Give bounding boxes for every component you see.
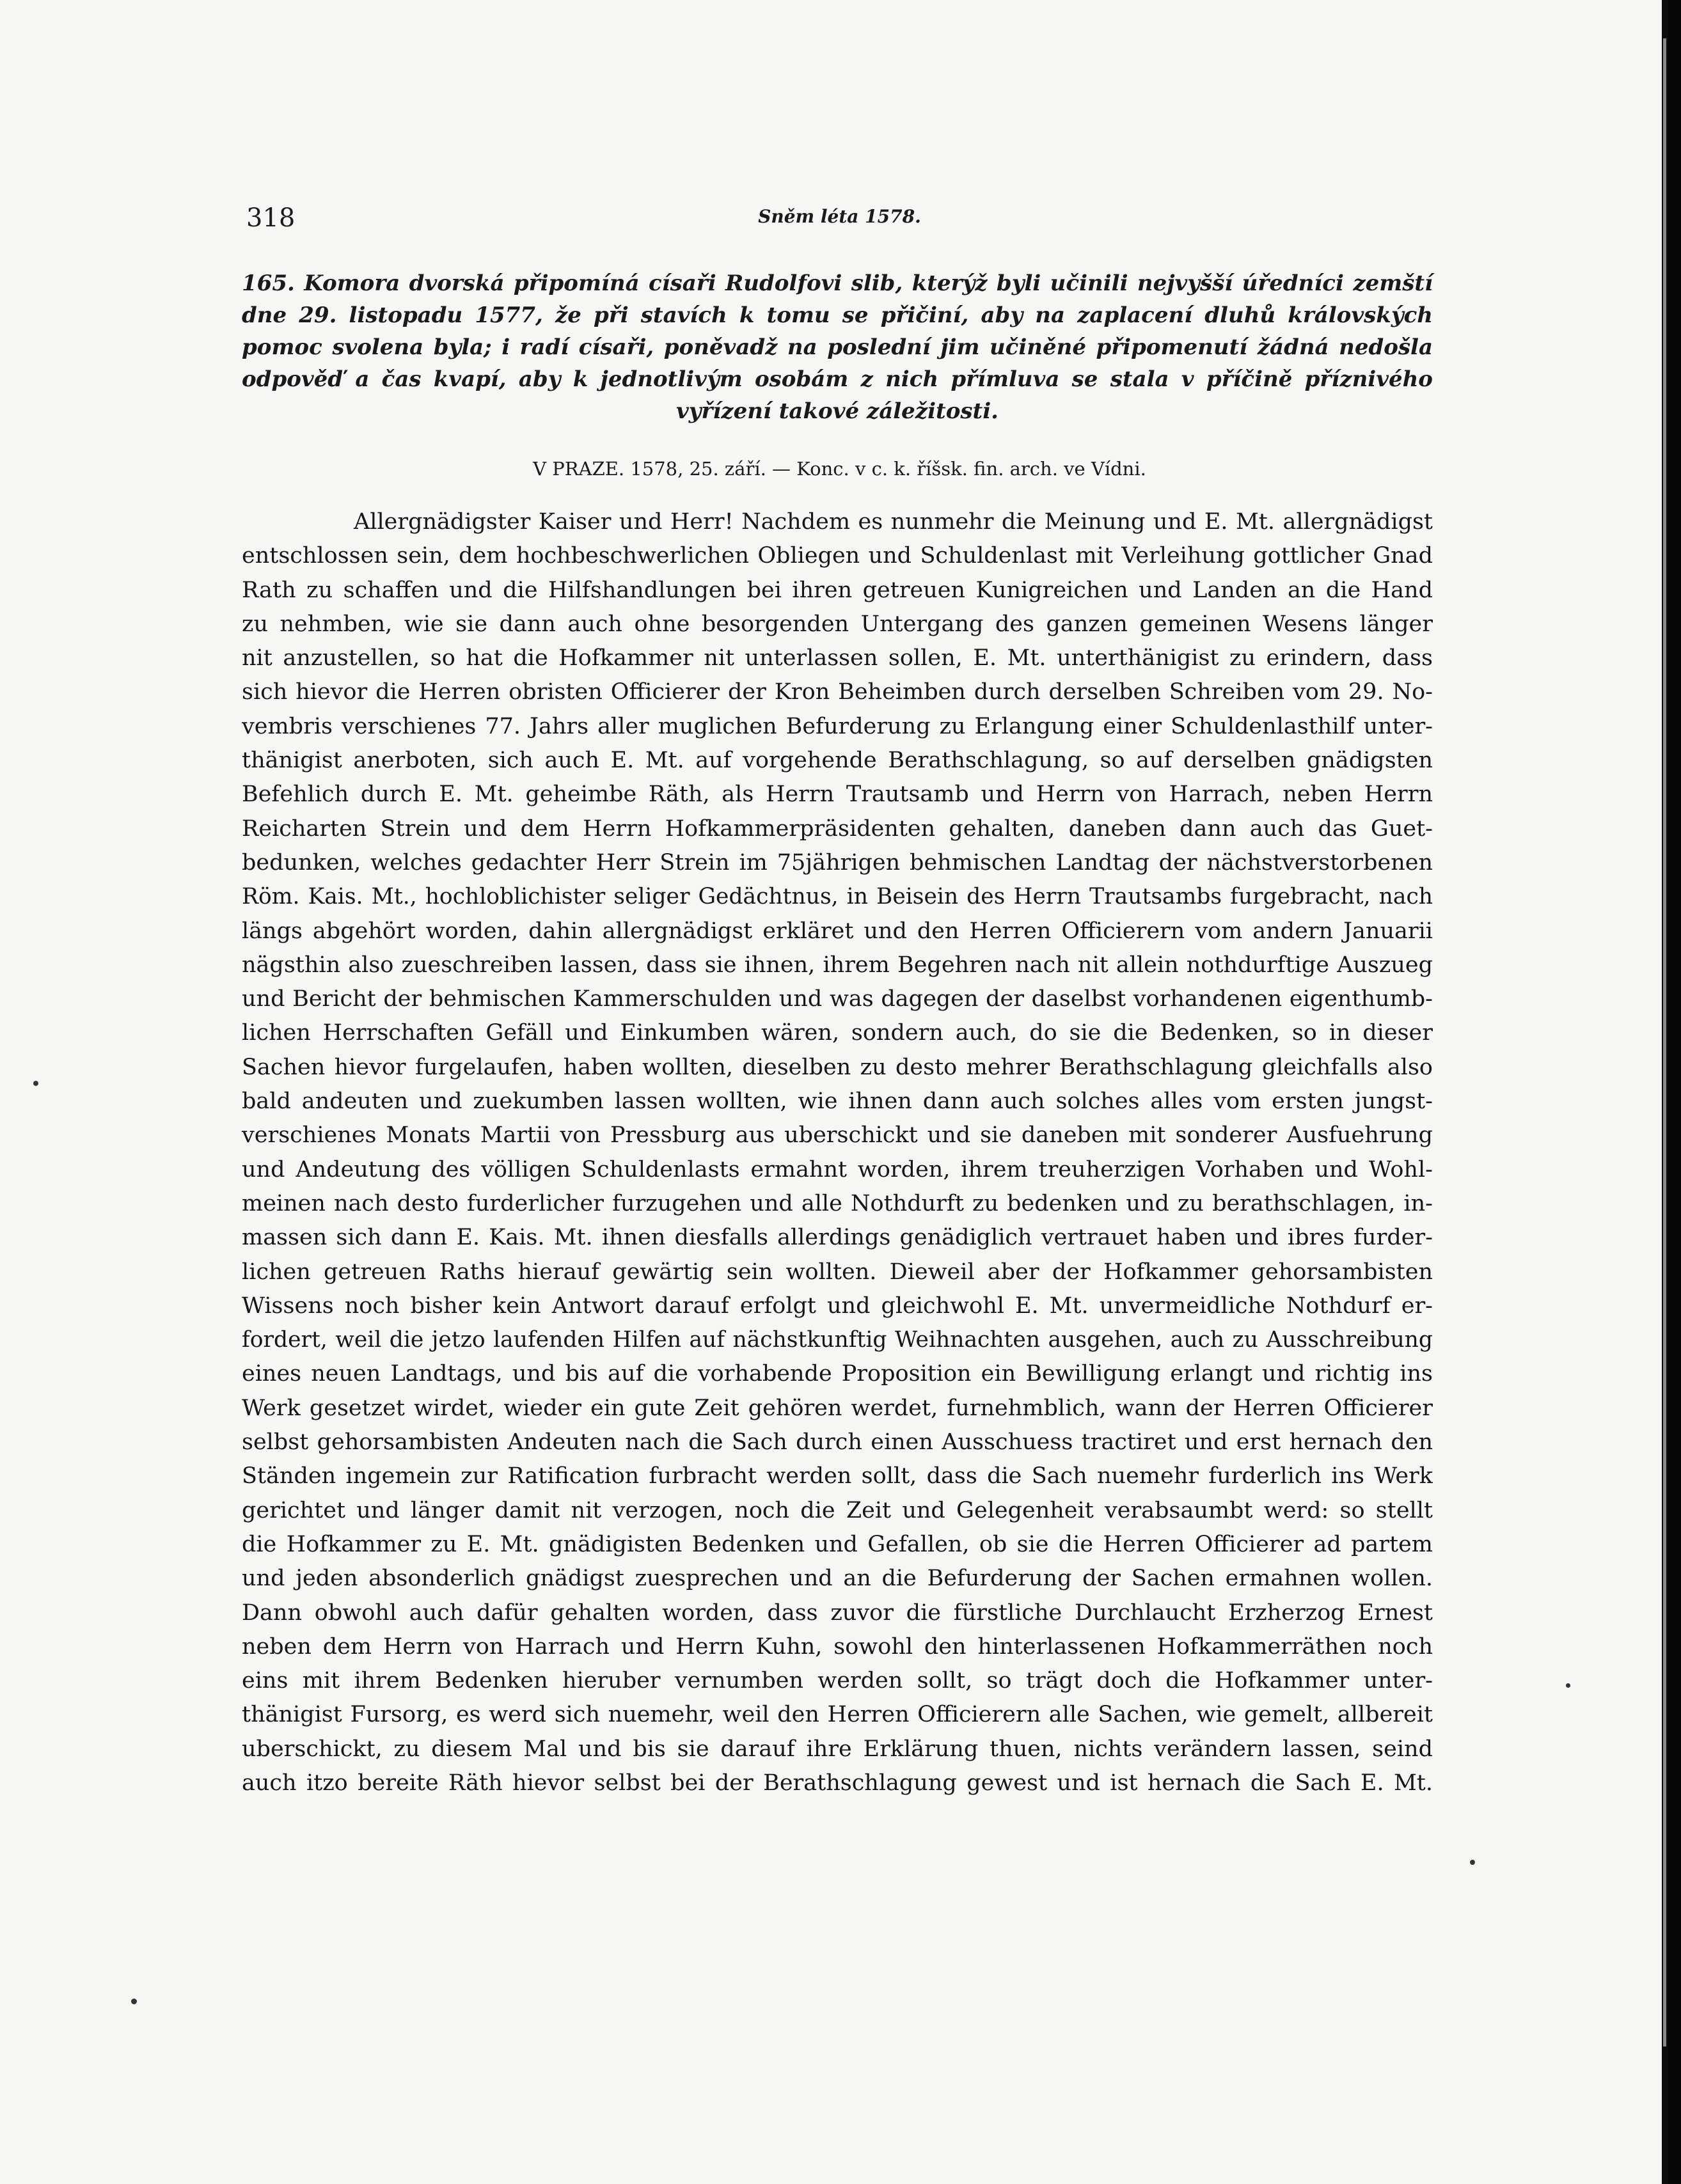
scan-speck xyxy=(1566,1683,1570,1688)
body-line: sich hievor die Herren obristen Officierer der Kron Beheimben durch derselben Schreiben vom 29. No- xyxy=(242,679,1433,705)
body-line: die Hofkammer zu E. Mt. gnädigisten Bedenken und Gefallen, ob sie die Herren Officierer ad partem xyxy=(242,1531,1433,1557)
body-line: und jeden absonderlich gnädigst zuesprechen und an die Befurderung der Sachen ermahnen wollen. xyxy=(242,1566,1433,1592)
scan-speck xyxy=(33,1081,38,1086)
body-line: Wissens noch bisher kein Antwort darauf erfolgt und gleichwohl E. Mt. unvermeidliche Nothdurf er- xyxy=(242,1292,1433,1319)
body-line: lichen getreuen Raths hierauf gewärtig sein wollten. Dieweil aber der Hofkammer gehorsambisten xyxy=(242,1259,1433,1285)
body-line: auch itzo bereite Räth hievor selbst bei der Berathschlagung gewest und ist hernach die Sach E. Mt. xyxy=(242,1770,1433,1796)
body-line: fordert, weil die jetzo laufenden Hilfen auf nächstkunftig Weihnachten ausgehen, auch zu Ausschreibung xyxy=(242,1327,1433,1353)
body-line: Sachen hievor furgelaufen, haben wollten, dieselben zu desto mehrer Berathschlagung gleichfalls also xyxy=(242,1054,1433,1080)
body-line: thänigist anerboten, sich auch E. Mt. auf vorgehende Berathschlagung, so auf derselben gnädigsten xyxy=(242,748,1433,774)
scan-speck xyxy=(1470,1860,1475,1865)
body-text xyxy=(242,505,1433,1800)
document-summary: 165. Komora dvorská připomíná císaři Rudolfovi slib, kterýž byli učinili nejvyšší úředníci zemští dne 29. listopadu 1577, že při stavích k tomu se přičiní, aby na zaplacení dluhů královských pomoc svolena byla; i radí císaři, poněvadž na poslední jim učiněné připomenutí žádná nedošla odpověď a čas kvapí, aby k jednotlivým osobám z nich přímluva se stala v příčině příznivého vyřízení takové záležitosti. xyxy=(242,271,1433,424)
body-line: vembris verschienes 77. Jahrs aller muglichen Befurderung zu Erlangung einer Schuldenlasthilf unter- xyxy=(242,713,1433,739)
body-line: Allergnädigster Kaiser und Herr! Nachdem es nunmehr die Meinung und E. Mt. allergnädigst xyxy=(354,509,1433,535)
scan-border xyxy=(1668,0,1681,2184)
body-line: eins mit ihrem Bedenken hieruber vernumben werden sollt, so trägt doch die Hofkammer unter- xyxy=(242,1668,1433,1694)
body-line: meinen nach desto furderlicher furzugehen und alle Nothdurft zu bedenken und zu berathschlagen, in- xyxy=(242,1190,1433,1216)
body-line: uberschickt, zu diesem Mal und bis sie darauf ihre Erklärung thuen, nichts verändern lassen, seind xyxy=(242,1736,1433,1762)
body-line: Röm. Kais. Mt., hochloblichister seliger Gedächtnus, in Beisein des Herrn Trautsambs furgebracht, nach xyxy=(242,884,1433,910)
body-line: entschlossen sein, dem hochbeschwerlichen Obliegen und Schuldenlast mit Verleihung gottlicher Gnad xyxy=(242,543,1433,569)
page-number: 318 xyxy=(246,203,296,233)
body-line: bald andeuten und zuekumben lassen wollten, wie ihnen dann auch solches alles vom ersten jungst- xyxy=(242,1088,1433,1115)
body-line: gerichtet und länger damit nit verzogen, noch die Zeit und Gelegenheit verabsaumbt werd: so stellt xyxy=(242,1497,1433,1523)
running-title: Sněm léta 1578. xyxy=(758,206,921,227)
body-line: und Bericht der behmischen Kammerschulden und was dagegen der daselbst vorhandenen eigenthumb- xyxy=(242,986,1433,1012)
body-line: verschienes Monats Martii von Pressburg aus uberschickt und sie daneben mit sonderer Ausfuehrung xyxy=(242,1122,1433,1149)
body-line: Werk gesetzet wirdet, wieder ein gute Zeit gehören werdet, furnehmblich, wann der Herren Officierer xyxy=(242,1395,1433,1421)
body-line: nit anzustellen, so hat die Hofkammer nit unterlassen sollen, E. Mt. unterthänigist zu erindern, dass xyxy=(242,645,1433,672)
body-line: bedunken, welches gedachter Herr Strein im 75jährigen behmischen Landtag der nächstverstorbenen xyxy=(242,849,1433,876)
body-line: und Andeutung des völligen Schuldenlasts ermahnt worden, ihrem treuherzigen Vorhaben und Wohl- xyxy=(242,1156,1433,1182)
scan-speck xyxy=(131,1999,137,2004)
body-line: selbst gehorsambisten Andeuten nach die Sach durch einen Ausschuess tractiret und erst hernach den xyxy=(242,1429,1433,1456)
body-line: nägsthin also zueschreiben lassen, dass sie ihnen, ihrem Begehren nach nit allein nothdurftige Auszueg xyxy=(242,952,1433,978)
body-line: massen sich dann E. Kais. Mt. ihnen diesfalls allerdings genädiglich vertrauet haben und ibres furder- xyxy=(242,1225,1433,1251)
body-line: längs abgehört worden, dahin allergnädigst erkläret und den Herren Officierern vom andern Januarii xyxy=(242,918,1433,944)
body-line: Ständen ingemein zur Ratification furbracht werden sollt, dass die Sach nuemehr furderlich ins Werk xyxy=(242,1463,1433,1489)
page-header xyxy=(246,203,1433,235)
body-line: thänigist Fursorg, es werd sich nuemehr, weil den Herren Officierern alle Sachen, wie gemelt, allbereit xyxy=(242,1702,1433,1728)
body-line: Rath zu schaffen und die Hilfshandlungen bei ihren getreuen Kunigreichen und Landen an die Hand xyxy=(242,577,1433,603)
body-line: neben dem Herrn von Harrach und Herrn Kuhn, sowohl den hinterlassenen Hofkammerräthen noch xyxy=(242,1633,1433,1660)
body-line: Reicharten Strein und dem Herrn Hofkammerpräsidenten gehalten, daneben dann auch das Guet- xyxy=(242,815,1433,842)
source-citation: V PRAZE. 1578, 25. září. — Konc. v c. k. říšsk. fin. arch. ve Vídni. xyxy=(533,458,1146,480)
body-line: zu nehmben, wie sie dann auch ohne besorgenden Untergang des ganzen gemeinen Wesens länger xyxy=(242,611,1433,637)
body-line: lichen Herrschaften Gefäll und Einkumben wären, sondern auch, do sie die Bedenken, so in dieser xyxy=(242,1020,1433,1046)
body-line: eines neuen Landtags, und bis auf die vorhabende Proposition ein Bewilligung erlangt und richtig ins xyxy=(242,1361,1433,1387)
body-line: Befehlich durch E. Mt. geheimbe Räth, als Herrn Trautsamb und Herrn von Harrach, neben Herrn xyxy=(242,782,1433,808)
page-edge-line xyxy=(1663,38,1666,2047)
body-line: Dann obwohl auch dafür gehalten worden, dass zuvor die fürstliche Durchlaucht Erzherzog Ernest xyxy=(242,1599,1433,1626)
